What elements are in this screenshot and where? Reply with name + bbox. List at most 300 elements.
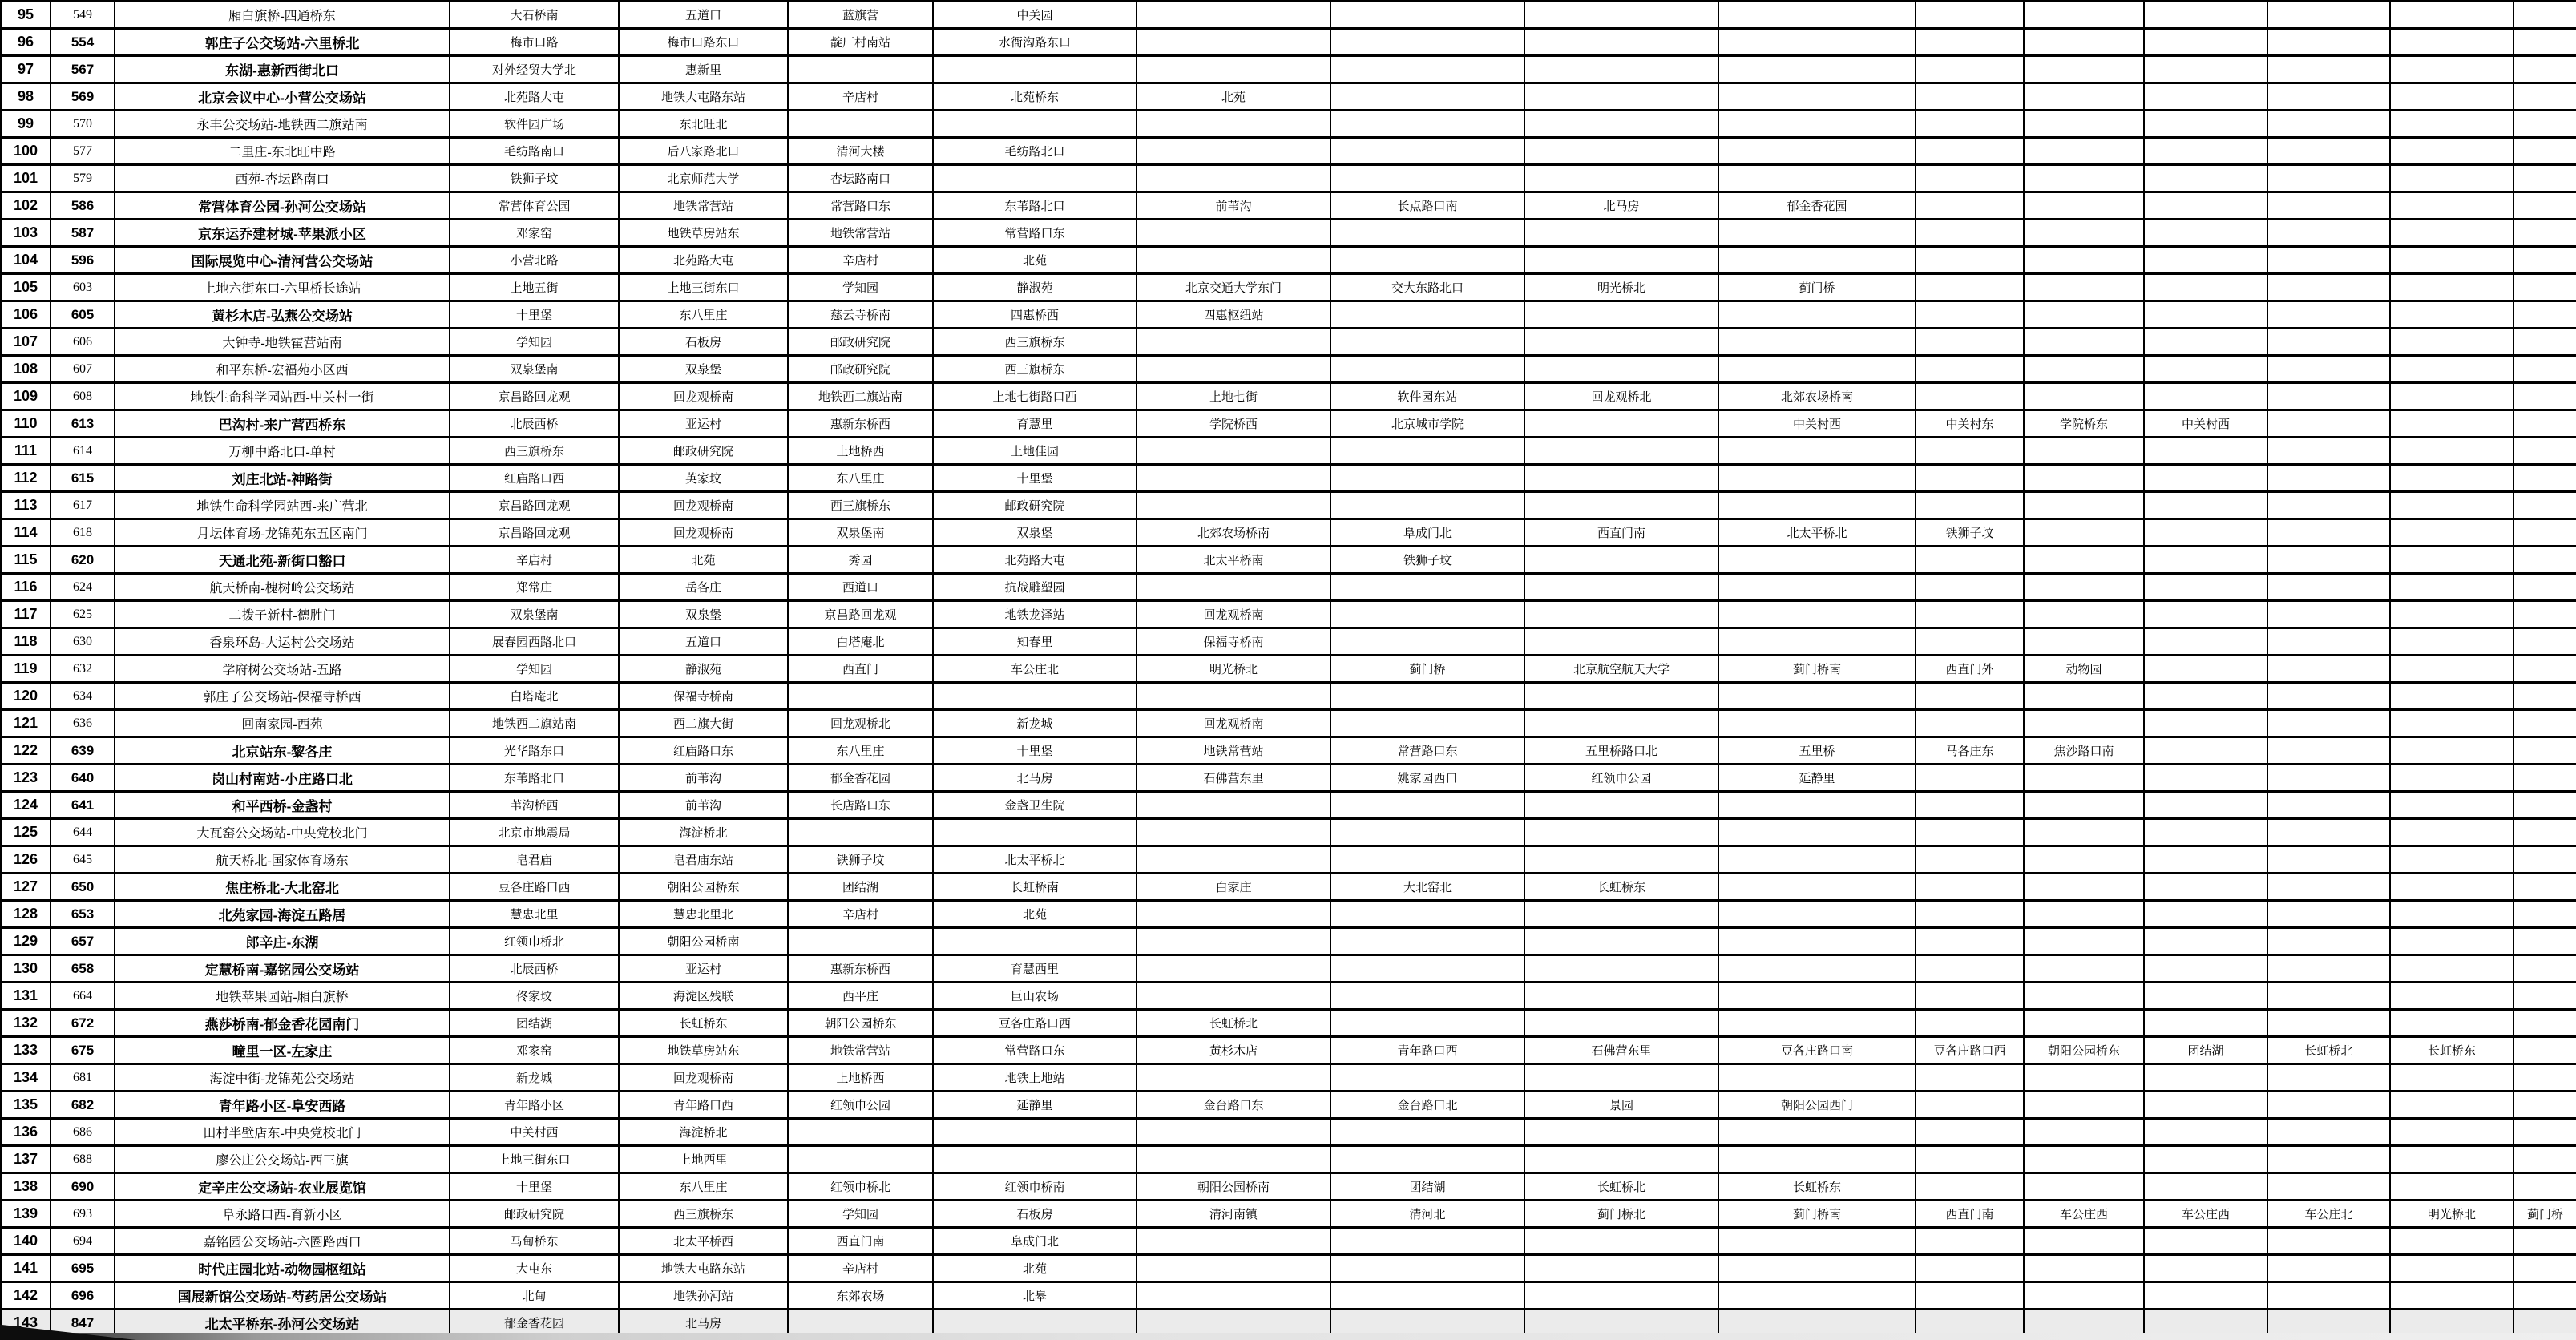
row-number-cell: 120	[1, 683, 50, 710]
stop-cell: 北太平桥北	[1718, 519, 1916, 547]
route-id-cell: 641	[50, 792, 115, 819]
stop-cell	[2390, 628, 2513, 656]
route-id-cell: 644	[50, 819, 115, 846]
table-row	[1, 29, 2576, 56]
stop-cell: 西道口	[788, 574, 933, 601]
route-id-cell: 694	[50, 1228, 115, 1255]
stop-cell: 铁狮子坟	[450, 165, 619, 192]
stop-cell	[2513, 955, 2576, 983]
table-row	[1, 1228, 2576, 1255]
stop-cell: 北苑路大屯	[933, 547, 1137, 574]
stop-cell	[2024, 220, 2144, 247]
route-id-cell: 653	[50, 901, 115, 928]
stop-cell	[1330, 846, 1524, 874]
stop-cell	[2390, 737, 2513, 765]
route-id-cell: 570	[50, 111, 115, 138]
stop-cell: 惠新东桥西	[788, 955, 933, 983]
row-number-cell: 128	[1, 901, 50, 928]
stop-cell: 慧忠北里北	[619, 901, 788, 928]
bus-route-table-body	[1, 2, 2576, 1337]
stop-cell	[2024, 111, 2144, 138]
stop-cell	[1916, 1228, 2024, 1255]
stop-cell: 北太平桥南	[1137, 547, 1330, 574]
stop-cell: 延静里	[1718, 765, 1916, 792]
stop-cell: 保福寺桥南	[1137, 628, 1330, 656]
stop-cell	[1524, 83, 1718, 111]
stop-cell	[2144, 656, 2267, 683]
stop-cell	[2513, 628, 2576, 656]
stop-cell	[2513, 765, 2576, 792]
stop-cell: 蓟门桥	[1718, 274, 1916, 301]
stop-cell: 育慧西里	[933, 955, 1137, 983]
stop-cell	[2390, 220, 2513, 247]
stop-cell	[2267, 1119, 2390, 1146]
stop-cell: 金盏卫生院	[933, 792, 1137, 819]
route-id-cell: 618	[50, 519, 115, 547]
stop-cell	[1916, 846, 2024, 874]
route-id-cell: 607	[50, 356, 115, 383]
stop-cell: 学知园	[450, 656, 619, 683]
stop-cell: 展春园西路北口	[450, 628, 619, 656]
table-row	[1, 465, 2576, 492]
route-id-cell: 690	[50, 1173, 115, 1201]
stop-cell	[1137, 683, 1330, 710]
row-number-cell: 118	[1, 628, 50, 656]
stop-cell: 地铁大屯路东站	[619, 83, 788, 111]
stop-cell	[933, 56, 1137, 83]
stop-cell	[1916, 301, 2024, 329]
route-name-cell: 定慧桥南-嘉铭园公交场站	[115, 955, 450, 983]
stop-cell	[1718, 301, 1916, 329]
stop-cell	[2144, 983, 2267, 1010]
route-id-cell: 630	[50, 628, 115, 656]
stop-cell: 地铁常营站	[619, 192, 788, 220]
stop-cell: 石板房	[933, 1201, 1137, 1228]
stop-cell: 回龙观桥南	[1137, 601, 1330, 628]
route-name-cell: 阜永路口西-育新小区	[115, 1201, 450, 1228]
stop-cell	[1718, 846, 1916, 874]
stop-cell	[1137, 955, 1330, 983]
stop-cell	[1916, 165, 2024, 192]
stop-cell	[1524, 547, 1718, 574]
stop-cell	[2390, 29, 2513, 56]
stop-cell	[2390, 329, 2513, 356]
stop-cell	[2144, 301, 2267, 329]
route-name-cell: 二里庄-东北旺中路	[115, 138, 450, 165]
stop-cell: 东八里庄	[619, 1173, 788, 1201]
stop-cell	[2267, 628, 2390, 656]
stop-cell	[1137, 901, 1330, 928]
stop-cell	[2267, 737, 2390, 765]
stop-cell	[2267, 83, 2390, 111]
stop-cell	[2144, 765, 2267, 792]
stop-cell	[2390, 247, 2513, 274]
route-name-cell: 国际展览中心-清河营公交场站	[115, 247, 450, 274]
stop-cell	[1330, 165, 1524, 192]
stop-cell	[2390, 111, 2513, 138]
stop-cell: 北苑	[933, 247, 1137, 274]
stop-cell	[933, 819, 1137, 846]
stop-cell	[1916, 574, 2024, 601]
stop-cell	[2024, 1228, 2144, 1255]
stop-cell	[1718, 819, 1916, 846]
stop-cell	[1916, 356, 2024, 383]
stop-cell	[1524, 1146, 1718, 1173]
stop-cell	[1137, 1282, 1330, 1310]
stop-cell	[2513, 1228, 2576, 1255]
stop-cell	[1524, 138, 1718, 165]
stop-cell	[2513, 383, 2576, 410]
stop-cell: 皂君庙	[450, 846, 619, 874]
stop-cell: 车公庄西	[2024, 1201, 2144, 1228]
stop-cell	[2390, 928, 2513, 955]
stop-cell	[2513, 519, 2576, 547]
route-name-cell: 燕莎桥南-郁金香花园南门	[115, 1010, 450, 1037]
stop-cell: 上地七街	[1137, 383, 1330, 410]
stop-cell: 红庙路口东	[619, 737, 788, 765]
stop-cell: 上地西里	[619, 1146, 788, 1173]
stop-cell	[1330, 247, 1524, 274]
stop-cell	[1330, 1064, 1524, 1092]
route-id-cell: 615	[50, 465, 115, 492]
stop-cell	[1718, 901, 1916, 928]
stop-cell	[1524, 301, 1718, 329]
stop-cell	[1330, 111, 1524, 138]
stop-cell	[1137, 356, 1330, 383]
stop-cell: 邮政研究院	[788, 356, 933, 383]
table-row	[1, 274, 2576, 301]
table-row	[1, 247, 2576, 274]
stop-cell	[1137, 465, 1330, 492]
stop-cell	[1330, 1010, 1524, 1037]
route-id-cell: 625	[50, 601, 115, 628]
stop-cell	[2024, 192, 2144, 220]
stop-cell	[1330, 465, 1524, 492]
stop-cell: 上地三街东口	[619, 274, 788, 301]
row-number-cell: 139	[1, 1201, 50, 1228]
stop-cell: 上地七街路口西	[933, 383, 1137, 410]
route-id-cell: 613	[50, 410, 115, 438]
stop-cell	[1330, 492, 1524, 519]
stop-cell: 四惠枢纽站	[1137, 301, 1330, 329]
stop-cell	[1524, 329, 1718, 356]
stop-cell	[1524, 410, 1718, 438]
stop-cell	[1916, 29, 2024, 56]
stop-cell: 回龙观桥南	[619, 519, 788, 547]
stop-cell: 知春里	[933, 628, 1137, 656]
row-number-cell: 95	[1, 2, 50, 29]
stop-cell	[1524, 983, 1718, 1010]
stop-cell	[2267, 601, 2390, 628]
row-number-cell: 110	[1, 410, 50, 438]
stop-cell: 大屯东	[450, 1255, 619, 1282]
stop-cell	[1524, 601, 1718, 628]
table-row	[1, 111, 2576, 138]
stop-cell	[1137, 1255, 1330, 1282]
stop-cell: 北郊农场桥南	[1137, 519, 1330, 547]
stop-cell: 毛纺路北口	[933, 138, 1137, 165]
stop-cell	[1524, 928, 1718, 955]
stop-cell	[788, 928, 933, 955]
stop-cell	[2267, 329, 2390, 356]
stop-cell	[1137, 329, 1330, 356]
stop-cell	[2144, 1064, 2267, 1092]
route-id-cell: 587	[50, 220, 115, 247]
stop-cell: 常营路口东	[933, 1037, 1137, 1064]
stop-cell: 朝阳公园桥东	[619, 874, 788, 901]
stop-cell: 景园	[1524, 1092, 1718, 1119]
stop-cell	[2513, 329, 2576, 356]
stop-cell: 地铁大屯路东站	[619, 1255, 788, 1282]
stop-cell	[1718, 329, 1916, 356]
stop-cell: 十里堡	[450, 1173, 619, 1201]
stop-cell	[1330, 955, 1524, 983]
stop-cell: 蓟门桥	[2513, 1201, 2576, 1228]
stop-cell: 石佛营东里	[1524, 1037, 1718, 1064]
table-row	[1, 1201, 2576, 1228]
table-row	[1, 56, 2576, 83]
table-row	[1, 1064, 2576, 1092]
stop-cell	[1718, 138, 1916, 165]
stop-cell	[2390, 955, 2513, 983]
stop-cell	[2390, 465, 2513, 492]
stop-cell: 大北窑北	[1330, 874, 1524, 901]
route-id-cell: 636	[50, 710, 115, 737]
stop-cell: 前苇沟	[619, 765, 788, 792]
stop-cell: 北辰西桥	[450, 410, 619, 438]
stop-cell: 学知园	[450, 329, 619, 356]
stop-cell	[2024, 301, 2144, 329]
stop-cell	[2024, 138, 2144, 165]
stop-cell	[2513, 1092, 2576, 1119]
stop-cell: 惠新里	[619, 56, 788, 83]
stop-cell	[1916, 1255, 2024, 1282]
route-name-cell: 郎辛庄-东湖	[115, 928, 450, 955]
stop-cell: 地铁龙泽站	[933, 601, 1137, 628]
stop-cell	[788, 683, 933, 710]
stop-cell: 北马房	[619, 1310, 788, 1337]
stop-cell: 保福寺桥南	[619, 683, 788, 710]
stop-cell	[2390, 1119, 2513, 1146]
table-row	[1, 628, 2576, 656]
stop-cell	[2513, 356, 2576, 383]
stop-cell	[2267, 1010, 2390, 1037]
stop-cell	[1916, 1119, 2024, 1146]
stop-cell: 蓟门桥南	[1718, 656, 1916, 683]
stop-cell	[788, 1146, 933, 1173]
table-row	[1, 1092, 2576, 1119]
table-row	[1, 192, 2576, 220]
stop-cell	[1524, 56, 1718, 83]
stop-cell	[1330, 1228, 1524, 1255]
stop-cell	[2267, 492, 2390, 519]
stop-cell	[1524, 29, 1718, 56]
stop-cell	[2513, 220, 2576, 247]
stop-cell	[1916, 383, 2024, 410]
table-row	[1, 955, 2576, 983]
stop-cell: 辛店村	[788, 901, 933, 928]
stop-cell	[2024, 874, 2144, 901]
stop-cell: 白家庄	[1137, 874, 1330, 901]
stop-cell	[2144, 1282, 2267, 1310]
stop-cell: 西三旗桥东	[450, 438, 619, 465]
stop-cell	[2390, 438, 2513, 465]
stop-cell	[2024, 955, 2144, 983]
stop-cell	[2390, 574, 2513, 601]
stop-cell	[2144, 1092, 2267, 1119]
stop-cell	[788, 1119, 933, 1146]
stop-cell	[2513, 737, 2576, 765]
stop-cell: 北太平桥西	[619, 1228, 788, 1255]
stop-cell	[2024, 601, 2144, 628]
stop-cell	[2267, 1173, 2390, 1201]
route-name-cell: 上地六街东口-六里桥长途站	[115, 274, 450, 301]
stop-cell	[1916, 1173, 2024, 1201]
stop-cell	[2144, 519, 2267, 547]
route-name-cell: 巴沟村-来广营西桥东	[115, 410, 450, 438]
stop-cell: 北京交通大学东门	[1137, 274, 1330, 301]
stop-cell	[2144, 1228, 2267, 1255]
stop-cell: 秀园	[788, 547, 933, 574]
route-name-cell: 和平西桥-金盏村	[115, 792, 450, 819]
table-row	[1, 138, 2576, 165]
stop-cell	[2144, 220, 2267, 247]
stop-cell: 西二旗大街	[619, 710, 788, 737]
stop-cell	[933, 1119, 1137, 1146]
stop-cell: 东北旺北	[619, 111, 788, 138]
stop-cell	[1330, 901, 1524, 928]
stop-cell: 团结湖	[788, 874, 933, 901]
photo-edge-shadow	[0, 1333, 2576, 1340]
stop-cell	[2144, 83, 2267, 111]
row-number-cell: 97	[1, 56, 50, 83]
stop-cell: 新龙城	[933, 710, 1137, 737]
stop-cell: 苇沟桥西	[450, 792, 619, 819]
stop-cell: 长虹桥北	[2267, 1037, 2390, 1064]
stop-cell	[1916, 465, 2024, 492]
route-name-cell: 月坛体育场-龙锦苑东五区南门	[115, 519, 450, 547]
stop-cell: 北辰西桥	[450, 955, 619, 983]
stop-cell	[2390, 56, 2513, 83]
route-id-cell: 549	[50, 2, 115, 29]
stop-cell	[2390, 2, 2513, 29]
stop-cell	[2144, 547, 2267, 574]
stop-cell: 豆各庄路口南	[1718, 1037, 1916, 1064]
stop-cell	[2144, 138, 2267, 165]
row-number-cell: 130	[1, 955, 50, 983]
stop-cell: 京昌路回龙观	[450, 383, 619, 410]
stop-cell: 北京城市学院	[1330, 410, 1524, 438]
stop-cell	[2513, 438, 2576, 465]
stop-cell: 车公庄北	[2267, 1201, 2390, 1228]
route-id-cell: 696	[50, 1282, 115, 1310]
stop-cell	[2267, 1146, 2390, 1173]
row-number-cell: 116	[1, 574, 50, 601]
stop-cell: 海淀桥北	[619, 1119, 788, 1146]
stop-cell: 常营路口东	[933, 220, 1137, 247]
stop-cell	[1916, 138, 2024, 165]
route-id-cell: 681	[50, 1064, 115, 1092]
stop-cell	[2267, 901, 2390, 928]
route-name-cell: 黄杉木店-弘燕公交场站	[115, 301, 450, 329]
stop-cell: 常营路口东	[788, 192, 933, 220]
stop-cell	[2144, 1146, 2267, 1173]
route-id-cell: 650	[50, 874, 115, 901]
stop-cell	[2267, 874, 2390, 901]
table-row	[1, 329, 2576, 356]
stop-cell	[1524, 465, 1718, 492]
stop-cell: 慈云寺桥南	[788, 301, 933, 329]
stop-cell	[1718, 628, 1916, 656]
stop-cell	[2267, 683, 2390, 710]
stop-cell: 亚运村	[619, 410, 788, 438]
stop-cell: 上地三街东口	[450, 1146, 619, 1173]
stop-cell	[2513, 1255, 2576, 1282]
stop-cell	[2513, 492, 2576, 519]
stop-cell: 北京航空航天大学	[1524, 656, 1718, 683]
stop-cell	[2267, 465, 2390, 492]
stop-cell	[2267, 56, 2390, 83]
stop-cell: 团结湖	[1330, 1173, 1524, 1201]
stop-cell: 朝阳公园桥东	[2024, 1037, 2144, 1064]
stop-cell	[1916, 874, 2024, 901]
stop-cell: 明光桥北	[1137, 656, 1330, 683]
route-id-cell: 606	[50, 329, 115, 356]
route-name-cell: 时代庄园北站-动物园枢纽站	[115, 1255, 450, 1282]
stop-cell: 红领巾公园	[1524, 765, 1718, 792]
row-number-cell: 113	[1, 492, 50, 519]
stop-cell: 西直门南	[1916, 1201, 2024, 1228]
stop-cell	[2513, 274, 2576, 301]
stop-cell	[1916, 547, 2024, 574]
stop-cell: 豆各庄路口西	[450, 874, 619, 901]
row-number-cell: 103	[1, 220, 50, 247]
stop-cell: 北太平桥北	[933, 846, 1137, 874]
stop-cell: 岳各庄	[619, 574, 788, 601]
stop-cell: 团结湖	[450, 1010, 619, 1037]
stop-cell	[2024, 1092, 2144, 1119]
stop-cell	[2024, 492, 2144, 519]
stop-cell: 中关村西	[1718, 410, 1916, 438]
route-name-cell: 回南家园-西苑	[115, 710, 450, 737]
stop-cell: 海淀区残联	[619, 983, 788, 1010]
stop-cell: 地铁常营站	[1137, 737, 1330, 765]
stop-cell	[2513, 819, 2576, 846]
stop-cell	[2390, 1092, 2513, 1119]
stop-cell: 北苑	[933, 1255, 1137, 1282]
stop-cell	[2513, 928, 2576, 955]
stop-cell	[2024, 819, 2144, 846]
stop-cell: 长点路口南	[1330, 192, 1524, 220]
stop-cell: 西直门南	[788, 1228, 933, 1255]
stop-cell	[1916, 819, 2024, 846]
stop-cell	[1524, 220, 1718, 247]
stop-cell: 中关村西	[2144, 410, 2267, 438]
route-name-cell: 定辛庄公交场站-农业展览馆	[115, 1173, 450, 1201]
route-name-cell: 廖公庄公交场站-西三旗	[115, 1146, 450, 1173]
stop-cell	[1916, 274, 2024, 301]
stop-cell: 育慧里	[933, 410, 1137, 438]
stop-cell: 明光桥北	[1524, 274, 1718, 301]
stop-cell: 上地五街	[450, 274, 619, 301]
stop-cell	[2144, 29, 2267, 56]
stop-cell: 红领巾桥南	[933, 1173, 1137, 1201]
table-row	[1, 220, 2576, 247]
stop-cell	[1524, 792, 1718, 819]
stop-cell	[1330, 301, 1524, 329]
stop-cell	[2024, 547, 2144, 574]
stop-cell	[2024, 1255, 2144, 1282]
